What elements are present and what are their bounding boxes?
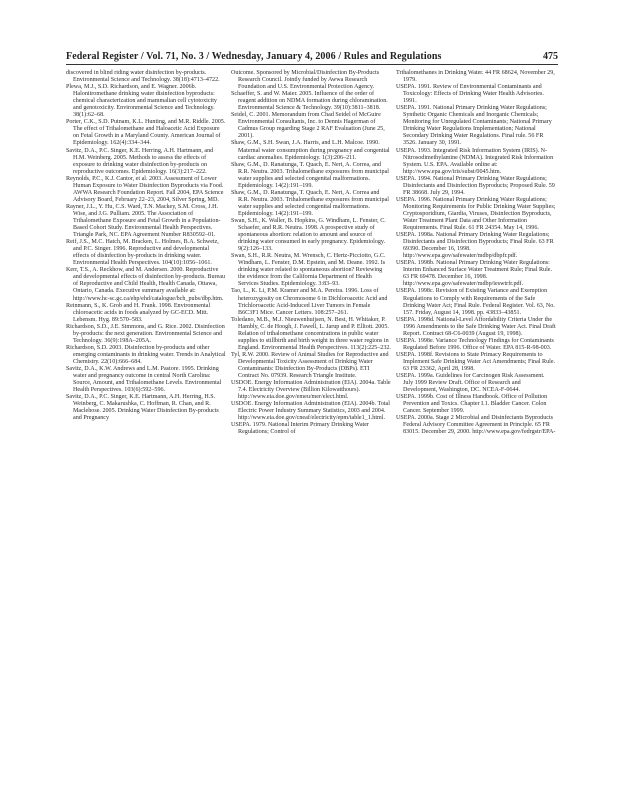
reference-entry: Outcome. Sponsored by Microbial/Disinfection By-Products Research Council. Jointly funded by Awwa Research Foundation and U.S. Environmental Protection Agency. [231, 70, 380, 91]
reference-entry: USEPA. 2000a. Stage 2 Microbial and Disinfectants Byproducts Federal Advisory Committee Agreement in Principle. 65 FR 83015. December 29, 2000. http://www.epa.gov/fedrgstr/EPA- [396, 415, 556, 436]
reference-entry: USDOE. Energy Information Administration (EIA). 2004a. Table 7.4. Electricity Overview (Billion Kilowatthours). http://www.eia.doe.gov/emeu/mer/elect.html. [231, 380, 391, 401]
reference-entry: USEPA. 1998b. National Primary Drinking Water Regulations: Interim Enhanced Surface Water Treatment Rule; Final Rule. 63 FR 69478. December 16, 1998. http://www.epa.gov/safewater/mdbp/ieswtrfr.pdf. [396, 260, 552, 288]
reference-entry: USEPA. 1998c. Revision of Existing Variance and Exemption Regulations to Comply with Requirements of the Safe Drinking Water Act; Final Rule. Federal Register. Vol. 63, No. 157. Friday, August 14, 1998. pp. 43833–43851. [396, 288, 555, 316]
column-2 [231, 70, 391, 436]
reference-entry: Trihalomethanes in Drinking Water. 44 FR 68624, November 29, 1979. [396, 70, 555, 84]
page-header [66, 50, 558, 65]
column-1 [66, 70, 226, 422]
reference-entry: Plewa, M.J., S.D. Richardson, and E. Wagner. 2006b. Halonitromethane drinking water disinfection byproducts: chemical characterization and mammalian cell cytotoxicity and genotoxicity. Environmental Science and Technology. 38(1):62–68. [66, 84, 217, 119]
reference-entry: Swan, S.H., R.R. Neutra, M. Wrensch, C. Hertz-Picciotto, G.C. Windham, L. Fenster, D.M. Epstein, and M. Deane. 1992. Is drinking water related to spontaneous abortion? Reviewing the evidence from the California Department of Health Services Studies. Epidemiology. 3:83–93. [231, 253, 386, 288]
reference-entry: USEPA. 1991. Review of Environmental Contaminants and Toxicology: Effects of Drinking Water Health Advisories. 1991. [396, 84, 544, 105]
reference-entry: Reinmann, S., K. Grob and H. Frank. 1998. Environmental chloroacetic acids in foods analyzed by GC-ECD. Mitt. Lebensm. Hyg. 89:570–583. [66, 302, 211, 323]
reference-entry: USEPA. 1998d. National-Level Affordability Criteria Under the 1996 Amendments to the Safe Drinking Water Act. Final Draft Report. Contract 68-C6-0039 (August 19, 1998). [396, 316, 556, 337]
page-number: 475 [543, 51, 558, 62]
reference-entry: Shaw, G.M., D. Ranatunga, T. Quach, E. Neri, A. Correa and R.R. Neutra. 2003. Trihalomethane exposures from municipal water supplies and selected congenital malformations. Epidemiology. 14(2):191–199. [231, 189, 389, 217]
reference-entry: Toledano, M.B., M.J. Nieuwenhuijsen, N. Best, H. Whitaker, P. Hambly, C. de Hoogh, J. Fawell, L. Jarup and P. Elliott. 2005. Relation of trihalomethane concentrations in public water supplies to stillbirth and birth weight in three water regions in England. Environmental Health Perspectives. 113(2):225–232. [231, 316, 391, 351]
reference-entry: USEPA. 1998f. Revisions to State Primacy Requirements to Implement Safe Drinking Water Act Amendments; Final Rule. 63 FR 23362, April 28, 1998. [396, 351, 556, 372]
reference-entry: USEPA. 1999a. Guidelines for Carcinogen Risk Assessment. July 1999 Review Draft. Office of Research and Development, Washington, DC. NCEA-F-0644. [396, 373, 545, 394]
reference-entry: USEPA. 1998e. Variance Technology Findings for Contaminants Regulated Before 1996. Office of Water. EPA 815-R-98-003. [396, 337, 554, 351]
reference-entry: Tao, L., K. Li, P.M. Kramer and M.A. Pereira. 1996. Loss of heterozygosity on Chromosome 6 in Dichloroacetic Acid and Trichloroacetic Acid-Induced Liver Tumors in Female B6C3F1 Mice. Cancer Letters. 108:257–261. [231, 288, 388, 316]
reference-entry: Savitz, D.A., K.W. Andrews and L.M. Pastore. 1995. Drinking water and pregnancy outcome in central North Carolina: Source, Amount, and Trihalomethane Levels. Environmental Health Perspectives. 103(6):592–596. [66, 365, 222, 394]
reference-entry: Reynolds, P.C., K.J. Cantor, et al. 2003. Assessment of Lower Human Exposure to Water Disinfection Byproducts via Food. AWWA Research Foundation Report. Fall 2004, EPA Science Advisory Board, February 22–23, 2004, Silver Spring, MD. [66, 175, 224, 203]
reference-entry: Richardson, S.D. 2003. Disinfection by-products and other emerging contaminants in drinking water. Trends in Analytical Chemistry. 22(10):666–684. [66, 344, 226, 365]
reference-entry: Richardson, S.D., J.E. Simmons, and G. Rice. 2002. Disinfection by-products: the next generation. Environmental Science and Technology. 36(9):198A–205A. [66, 323, 225, 344]
reference-entry: USEPA. 1998a. National Primary Drinking Water Regulations; Disinfectants and Disinfection Byproducts; Final Rule. 63 FR 69390. December 16, 1998. http://www.epa.gov/safewater/mdbp/dbpfr.pdf. [396, 232, 554, 260]
reference-entry: Reif, J.S., M.C. Hatch, M. Bracken, L. Holmes, B.A. Schwetz, and P.C. Singer. 1996. Reproductive and developmental effects of disinfection by-products in drinking water. Environmental Health Perspectives. 104(10):1056–1061. [66, 239, 219, 267]
reference-entry: USEPA. 1993. Integrated Risk Information System (IRIS). N-Nitrosodimethylamine (NDMA). Integrated Risk Information System. U.S. EPA. Available online at: http://www.epa.gov/iris/subst/0045.htm. [396, 147, 554, 175]
reference-entry: USEPA. 1991. National Primary Drinking Water Regulations; Synthetic Organic Chemicals and Inorganic Chemicals; Monitoring for Unregulated Contaminants; National Primary Drinking Water Regulations Implementation; National Secondary Drinking Water Regulations. Final rule. 56 FR 3526. January 30, 1991. [396, 105, 552, 147]
reference-entry: Savitz, D.A., P.C. Singer, K.E. Herring, A.H. Hartmann, and H.M. Weinberg. 2005. Methods to assess the effects of exposure to drinking water disinfection by-products on reproductive outcomes. Epidemiology. 16(3):217–222. [66, 147, 214, 175]
reference-entry: USDOE. Energy Information Administration (EIA). 2004b. Total Electric Power Industry Summary Statistics, 2003 and 2004. http://www.eia.doe.gov/cneaf/electricity/epm/table1_1.html. [231, 401, 390, 422]
column-3 [396, 70, 556, 436]
reference-entry: Savitz, D.A., P.C. Singer, K.E. Hartmann, A.H. Herring, H.S. Weinberg, C. Makarushka, C. Hoffman, R. Chan, and R. Maclehose. 2005. Drinking Water Disinfection By-products and Pregnancy [66, 394, 219, 422]
reference-entry: discovered in blind riding water disinfection by-products. Environmental Science and Technology. 38(18):4713–4722. [66, 70, 220, 84]
reference-entry: Schaeffer, S. and W. Maier. 2005. Influence of the order of reagent addition on NDMA formation during chloramination. Environmental Science & Technology. 39(10):3811–3818. [231, 91, 388, 112]
reference-entry: USEPA. 1979. National Interim Primary Drinking Water Regulations; Control of [231, 422, 369, 436]
reference-entry: USEPA. 1994. National Primary Drinking Water Regulations; Disinfectants and Disinfection Byproducts; Proposed Rule. 59 FR 38668. July 29, 1994. [396, 175, 555, 196]
header-title: Federal Register / Vol. 71, No. 3 / Wednesday, January 4, 2006 / Rules and Regulations [66, 51, 442, 62]
reference-entry: USEPA. 1999b. Cost of Illness Handbook. Office of Pollution Prevention and Toxics. Chapter I.1. Bladder Cancer. Colon Cancer. September 1999. [396, 394, 548, 415]
reference-entry: Kerr, T.S., A. Reckhow, and M. Andersen. 2000. Reproductive and developmental effects of disinfection by-products. Bureau of Reproductive and Child Health, Health Canada, Ottawa, Ontario, Canada. Executive summary available at: http://www.hc-sc.gc.ca/ehp/ehd/catalogue/bch_pubs/dbp.htm. [66, 267, 226, 302]
reference-entry: Swan, S.H., K. Waller, B. Hopkins, G. Windham, L. Fenster, C. Schaefer, and R.R. Neutra. 1998. A prospective study of spontaneous abortion: relation to amount and source of drinking water consumed in early pregnancy. Epidemiology. 9(2):126–133. [231, 217, 386, 253]
reference-entry: Shaw, G.M., S.H. Swan, J.A. Harris, and L.H. Malcoe. 1990. Maternal water consumption during pregnancy and congenital cardiac anomalies. Epidemiology. 1(3):206–211. [231, 140, 390, 161]
reference-entry: USEPA. 1996. National Primary Drinking Water Regulations; Monitoring Requirements for Public Drinking Water Supplies; Cryptosporidium, Giardia, Viruses, Disinfection Byproducts, Water Treatment Plant Data and Other Information Requirements. Final Rule. 61 FR 24354. May 14, 1996. [396, 196, 556, 232]
reference-entry: Rayner, J.L., Y. Hu, C.S. Ward, T.N. Mackey, S.M. Cross, J.H. Wise, and J.G. Pulliam. 2005. The Association of Trihalomethane Exposure and Fetal Growth in a Population-Based Cohort Study. Environmental Health Perspectives. Triangle Park, NC. EPA Agreement Number R830592–01. [66, 203, 221, 239]
reference-entry: Shaw, G.M., D. Ranatunga, T. Quach, E. Neri, A. Correa, and R.R. Neutra. 2003. Trihalomethane exposures from municipal water supplies and selected congenital malformations. Epidemiology. 14(2):191–199. [231, 161, 389, 189]
reference-entry: Tyl, R.W. 2000. Review of Animal Studies for Reproductive and Developmental Toxicity Assessment of Drinking Water Contaminants: Disinfection By-Products (DBPs). ETI Contract No. 07939. Research Triangle Institute. [231, 351, 389, 380]
reference-entry: Seidel, C. 2001. Memorandum from Chad Seidel of McGuire Environmental Consultants, Inc. to Dennis Hagerman of Cadmus Group regarding Stage 2 RAF Evaluation (June 25, 2001). [231, 112, 385, 140]
reference-columns [66, 70, 558, 770]
reference-entry: Porter, C.K., S.D. Putnam, K.L. Hunting, and M.R. Riddle. 2005. The effect of Trihalomethane and Haloacetic Acid Exposure on Fetal Growth in a Maryland County. American Journal of Epidemiology. 162(4):334–344. [66, 119, 226, 147]
